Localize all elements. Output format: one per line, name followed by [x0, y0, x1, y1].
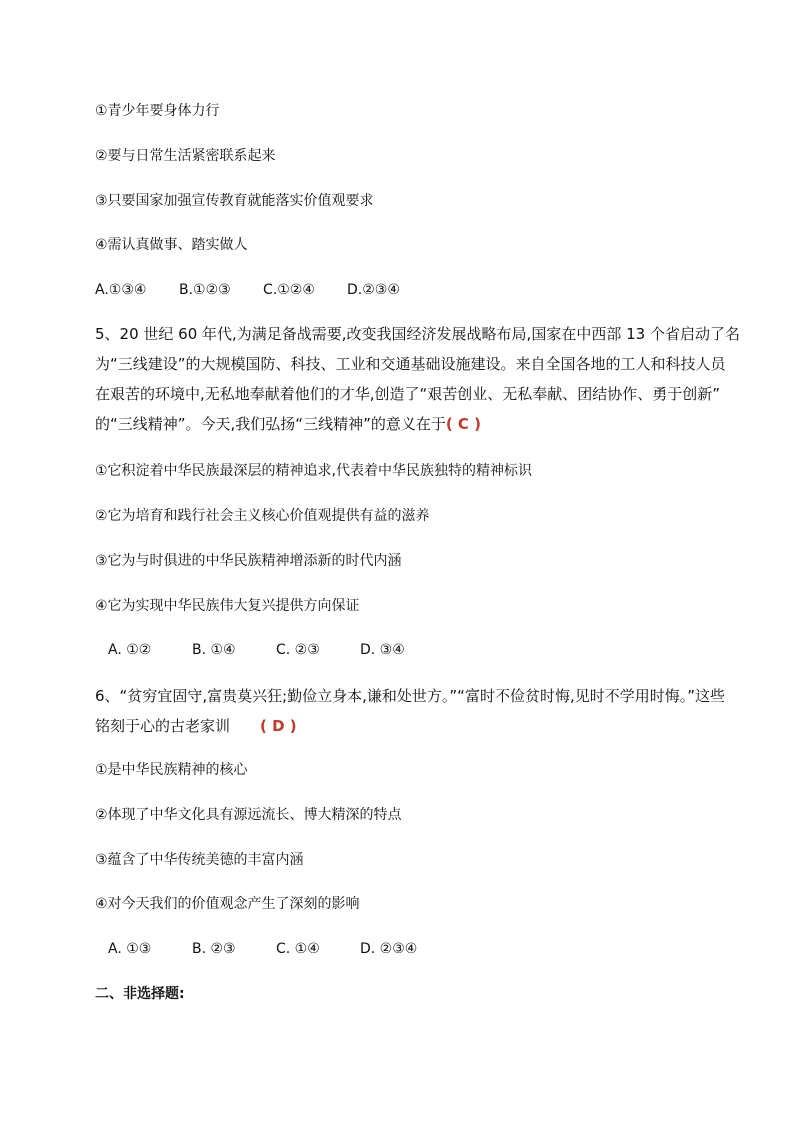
q6-item-4: ④对今天我们的价值观念产生了深刻的影响: [95, 896, 360, 912]
q5-answer: ( C ): [445, 415, 482, 433]
q5-item-2: ②它为培育和践行社会主义核心价值观提供有益的滋养: [95, 508, 430, 524]
q6-answer: ( D ): [260, 717, 297, 735]
q6-options: [108, 940, 417, 958]
q5-options: [108, 641, 405, 659]
q5-option-c: C. ②③: [276, 642, 320, 658]
q5-stem: [95, 319, 740, 439]
q4-option-b: B.①②③: [179, 282, 231, 298]
q5-option-b: B. ①④: [192, 642, 236, 658]
q5-stem-line-3: 在艰苦的环境中,无私地奉献着他们的才华,创造了“艰苦创业、无私奉献、团结协作、勇于创新”: [95, 385, 721, 403]
q5-option-a: A. ①②: [108, 642, 152, 658]
q6-item-3: ③蕴含了中华传统美德的丰富内涵: [95, 852, 304, 868]
q5-item-3: ③它为与时俱进的中华民族精神增添新的时代内涵: [95, 553, 402, 569]
q4-item-4: ④需认真做事、踏实做人: [95, 237, 248, 253]
q6-item-1: ①是中华民族精神的核心: [95, 762, 248, 778]
q6-stem-line-1: 6、“贫穷宜固守,富贵莫兴狂;勤俭立身本,谦和处世方。”“富时不俭贫时悔,见时不学用时悔。”这些: [95, 687, 725, 705]
section-2-title: 二、非选择题:: [95, 986, 185, 1002]
q6-option-a: A. ①③: [108, 941, 152, 957]
q6-stem-line-2: 铭刻于心的古老家训: [95, 717, 231, 735]
q4-options: [95, 281, 400, 299]
q5-stem-line-4: 的“三线精神”。今天,我们弘扬“三线精神”的意义在于: [95, 415, 446, 433]
q4-item-1: ①青少年要身体力行: [95, 103, 220, 119]
q6-option-d: D. ②③④: [360, 941, 418, 957]
q5-option-d: D. ③④: [360, 642, 405, 658]
q5-item-1: ①它积淀着中华民族最深层的精神追求,代表着中华民族独特的精神标识: [95, 463, 532, 479]
q4-item-2: ②要与日常生活紧密联系起来: [95, 148, 276, 164]
q6-option-c: C. ①④: [276, 941, 320, 957]
q5-stem-line-1: 5、20 世纪 60 年代,为满足备战需要,改变我国经济发展战略布局,国家在中西部 13 个省启动了名: [95, 325, 740, 343]
q6-item-2: ②体现了中华文化具有源远流长、博大精深的特点: [95, 807, 402, 823]
q5-item-4: ④它为实现中华民族伟大复兴提供方向保证: [95, 598, 360, 614]
q4-option-c: C.①②④: [263, 282, 315, 298]
q6-option-b: B. ②③: [192, 941, 236, 957]
q6-stem: [95, 681, 725, 741]
q5-stem-line-2: 为“三线建设”的大规模国防、科技、工业和交通基础设施建设。来自全国各地的工人和科技人员: [95, 355, 726, 373]
q4-item-3: ③只要国家加强宣传教育就能落实价值观要求: [95, 193, 374, 209]
q4-option-d: D.②③④: [347, 282, 400, 298]
q4-option-a: A.①③④: [95, 282, 147, 298]
